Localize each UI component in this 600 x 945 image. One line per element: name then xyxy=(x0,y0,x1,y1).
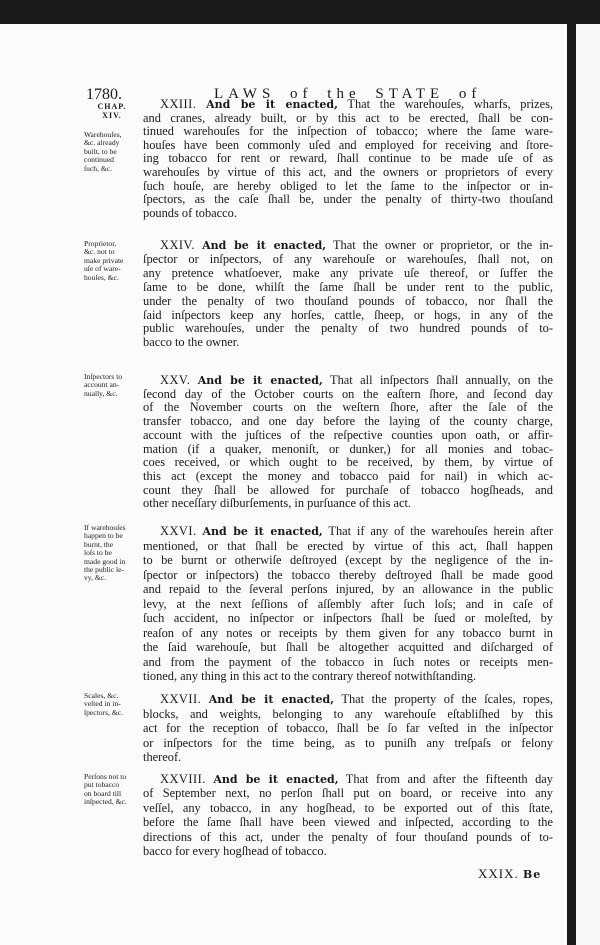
section-text: That all inſpectors ſhall annually, on the xyxy=(330,373,554,387)
catchword xyxy=(478,866,541,882)
section-line: thereof. xyxy=(143,750,182,764)
margin-note xyxy=(84,131,142,173)
margin-note-line: continued xyxy=(84,155,114,165)
margin-note-line: vy, &c. xyxy=(84,573,107,583)
section-line: to be burnt or otherwiſe deſtroyed (except by the negligence of the in- xyxy=(143,553,553,567)
section-line: houſes have been commonly uſed and employed for receiving and ſtore- xyxy=(143,137,553,152)
section-line: of September next, no perſon ſhall put on board, or receive into any xyxy=(143,786,553,801)
margin-note xyxy=(84,524,142,583)
section-line: reaſon of any notes or receipts by them given for any tobacco burnt in xyxy=(143,625,553,640)
section-first-line xyxy=(160,772,553,787)
margin-note-line: on board till xyxy=(84,788,122,798)
section-line: public warehouſes, under the penalty of two hundred pounds of to- xyxy=(143,321,553,336)
margin-note-line: Warehouſes, xyxy=(84,130,122,139)
section-line: ſpector or inſpectors) the tobacco thereby deſtroyed ſhall be made good xyxy=(143,567,553,582)
section-line: and cranes, already built, or by this act to be erected, ſhall be con- xyxy=(143,110,553,125)
enacting-clause: And be it enacted, xyxy=(202,239,327,252)
book-gutter xyxy=(567,0,576,945)
margin-note xyxy=(84,240,142,282)
section-line: other neceſſary diſburſements, in purſuance of this act. xyxy=(143,496,412,511)
margin-note-line: account an- xyxy=(84,380,120,390)
margin-note-line: ſuch, &c. xyxy=(84,163,113,173)
enacting-clause: And be it enacted, xyxy=(202,525,323,538)
section-text: That the property of the ſcales, ropes, xyxy=(341,692,553,706)
margin-note-line: veſted in in- xyxy=(84,699,121,709)
section-line: ſame to be done, whilſt the ſame ſhall be under rent to the public, xyxy=(143,279,553,294)
section-line: ſecond day of the October courts on the eaſtern ſhore, and ſecond day xyxy=(143,386,553,401)
section-line: tinued warehouſes for the inſpection of tobacco; where the ſame ware- xyxy=(143,124,553,139)
section-line: levy, at the next ſeſſions of aſſembly after ſuch loſs; and in caſe of xyxy=(143,596,553,611)
margin-note-line: &c. already xyxy=(84,138,120,148)
catchword-number: XXIX. xyxy=(478,866,519,881)
chapter-label xyxy=(86,102,138,120)
section-text: That from and after the fifteenth day xyxy=(345,772,553,786)
section-line: before the ſame ſhall have been viewed and inſpected, according to the xyxy=(143,815,553,830)
section-line: the ſaid warehouſe, but ſhall be altogether acquitted and diſcharged of xyxy=(143,640,553,654)
margin-note-line: Inſpectors to xyxy=(84,372,123,381)
section-line: or inſpectors for the time being, as to puniſh any treſpaſs or felony xyxy=(143,735,553,750)
margin-note-line: If warehouſes xyxy=(84,523,126,532)
section-first-line xyxy=(160,692,553,707)
margin-note-line: houſes, &c. xyxy=(84,272,119,282)
section-line: this act (except the money and tobacco paid for nail) in which ac- xyxy=(143,468,553,483)
margin-note xyxy=(84,373,142,398)
section-line: account with the juſtices of the reſpective counties upon oath, or affir- xyxy=(143,427,553,442)
section-line: pounds of tobacco. xyxy=(143,205,237,220)
section-text: That the owner or proprietor, or the in- xyxy=(332,238,553,252)
section-line: ſpectors, as the caſe ſhall be, under the penalty of thirty-two thouſand xyxy=(143,192,553,207)
section-line: warehouſes by virtue of this act, and the owners or proprietors of every xyxy=(143,165,553,179)
margin-note-line: Proprietor, xyxy=(84,239,117,248)
header-title: LAWS of the STATE of xyxy=(214,86,482,102)
section-line: directions of this act, under the penalty of four thouſand pounds of to- xyxy=(143,829,553,844)
section-number: XXVIII. xyxy=(160,772,206,786)
section-number: XXV. xyxy=(160,373,191,387)
section-line: blocks, and weights, belonging to any warehouſe eſtabliſhed by this xyxy=(143,706,553,721)
chapter-number: XIV. xyxy=(102,111,122,120)
margin-note-line: ſpectors, &c. xyxy=(84,707,124,717)
section-line: of the November courts on the weſtern ſhore, after the ſale of the xyxy=(143,400,553,415)
section-line: ſaid inſpectors keep any horſes, cattle, ſheep, or hogs, in any of the xyxy=(143,307,553,322)
margin-note-line: make private xyxy=(84,255,124,265)
section-number: XXIV. xyxy=(160,238,195,252)
section-line: and repaid to the ſeveral perſons injured, by an allowance in the public xyxy=(143,582,553,596)
section-line: ſuch accident, no inſpector or inſpectors ſhall be ſued or moleſted, by xyxy=(143,611,553,625)
margin-note-line: the public le- xyxy=(84,565,125,575)
margin-note-line: Perſons not to xyxy=(84,772,127,781)
section-line: veſſel, any tobacco, in any hogſhead, to be exported out of this ſtate, xyxy=(143,800,553,815)
section-number: XXVI. xyxy=(160,524,197,538)
section-line: ing tobacco for rent or reward, ſhall continue to be made uſe of as xyxy=(143,151,553,166)
margin-note xyxy=(84,773,142,807)
section-line: act for the reception of tobacco, ſhall be ſo far veſted in the inſpector xyxy=(143,721,553,735)
margin-note-line: inſpected, &c. xyxy=(84,797,127,807)
margin-note-line: loſs to be xyxy=(84,548,112,558)
section-line: bacco to the owner. xyxy=(143,335,240,350)
enacting-clause: And be it enacted, xyxy=(213,773,339,786)
margin-note-line: burnt, the xyxy=(84,539,114,549)
section-text: That if any of the warehouſes herein after xyxy=(328,524,553,538)
section-line: mentioned, or that ſhall be erected by virtue of this act, ſhall happen xyxy=(143,538,553,553)
section-line: any pretence whatſoever, make any private uſe thereof, or ſuffer the xyxy=(143,265,553,280)
section-number: XXIII. xyxy=(160,97,197,111)
catchword-word: Be xyxy=(523,868,542,881)
enacting-clause: And be it enacted, xyxy=(197,374,323,387)
section-line: coes received, or which ought to be received, by them, by virtue of xyxy=(143,455,553,470)
margin-note-line: &c. not to xyxy=(84,247,115,257)
section-line: transfer tobacco, and one day before the laying of the county charge, xyxy=(143,414,553,429)
section-first-line xyxy=(160,238,553,253)
section-line: ſuch houſe, are hereby obliged to let the ſame to the inſpector or in- xyxy=(143,178,553,193)
section-line: tioned, any thing in this act to the contrary thereof notwithſtanding. xyxy=(143,669,477,683)
chapter-label-text: CHAP. xyxy=(97,102,127,111)
section-line: under the penalty of two thouſand pounds of tobacco, nor ſhall the xyxy=(143,293,553,308)
section-text: That the warehouſes, wharfs, prizes, xyxy=(347,97,553,111)
header-year: 1780. xyxy=(86,86,122,103)
enacting-clause: And be it enacted, xyxy=(208,693,335,706)
section-line: count they ſhall be allowed for purchaſe of tobacco hogſheads, and xyxy=(143,482,553,497)
margin-note-line: Scales, &c. xyxy=(84,691,119,700)
margin-note-line: uſe of ware- xyxy=(84,264,121,274)
section-line: ſpector or inſpectors, of any warehouſe or warehouſes, ſhall not, on xyxy=(143,251,553,266)
section-line: mation (if a quaker, menoniſt, or dunker,) for all monies and tobac- xyxy=(143,441,553,456)
margin-note-line: put tobacco xyxy=(84,780,120,790)
scan-top-border xyxy=(0,0,600,24)
enacting-clause: And be it enacted, xyxy=(206,98,338,111)
facing-page-edge xyxy=(576,24,600,945)
margin-note-line: nually, &c. xyxy=(84,388,118,398)
margin-note-line: happen to be xyxy=(84,531,123,541)
section-line: and from the payment of the tobacco in ſuch notes or receipts men- xyxy=(143,654,553,669)
section-line: bacco for every hogſhead of tobacco. xyxy=(143,844,327,858)
margin-note xyxy=(84,692,142,717)
section-first-line xyxy=(160,524,553,539)
margin-note-line: built, to be xyxy=(84,146,117,156)
section-number: XXVII. xyxy=(160,692,202,706)
margin-note-line: made good in xyxy=(84,556,126,566)
